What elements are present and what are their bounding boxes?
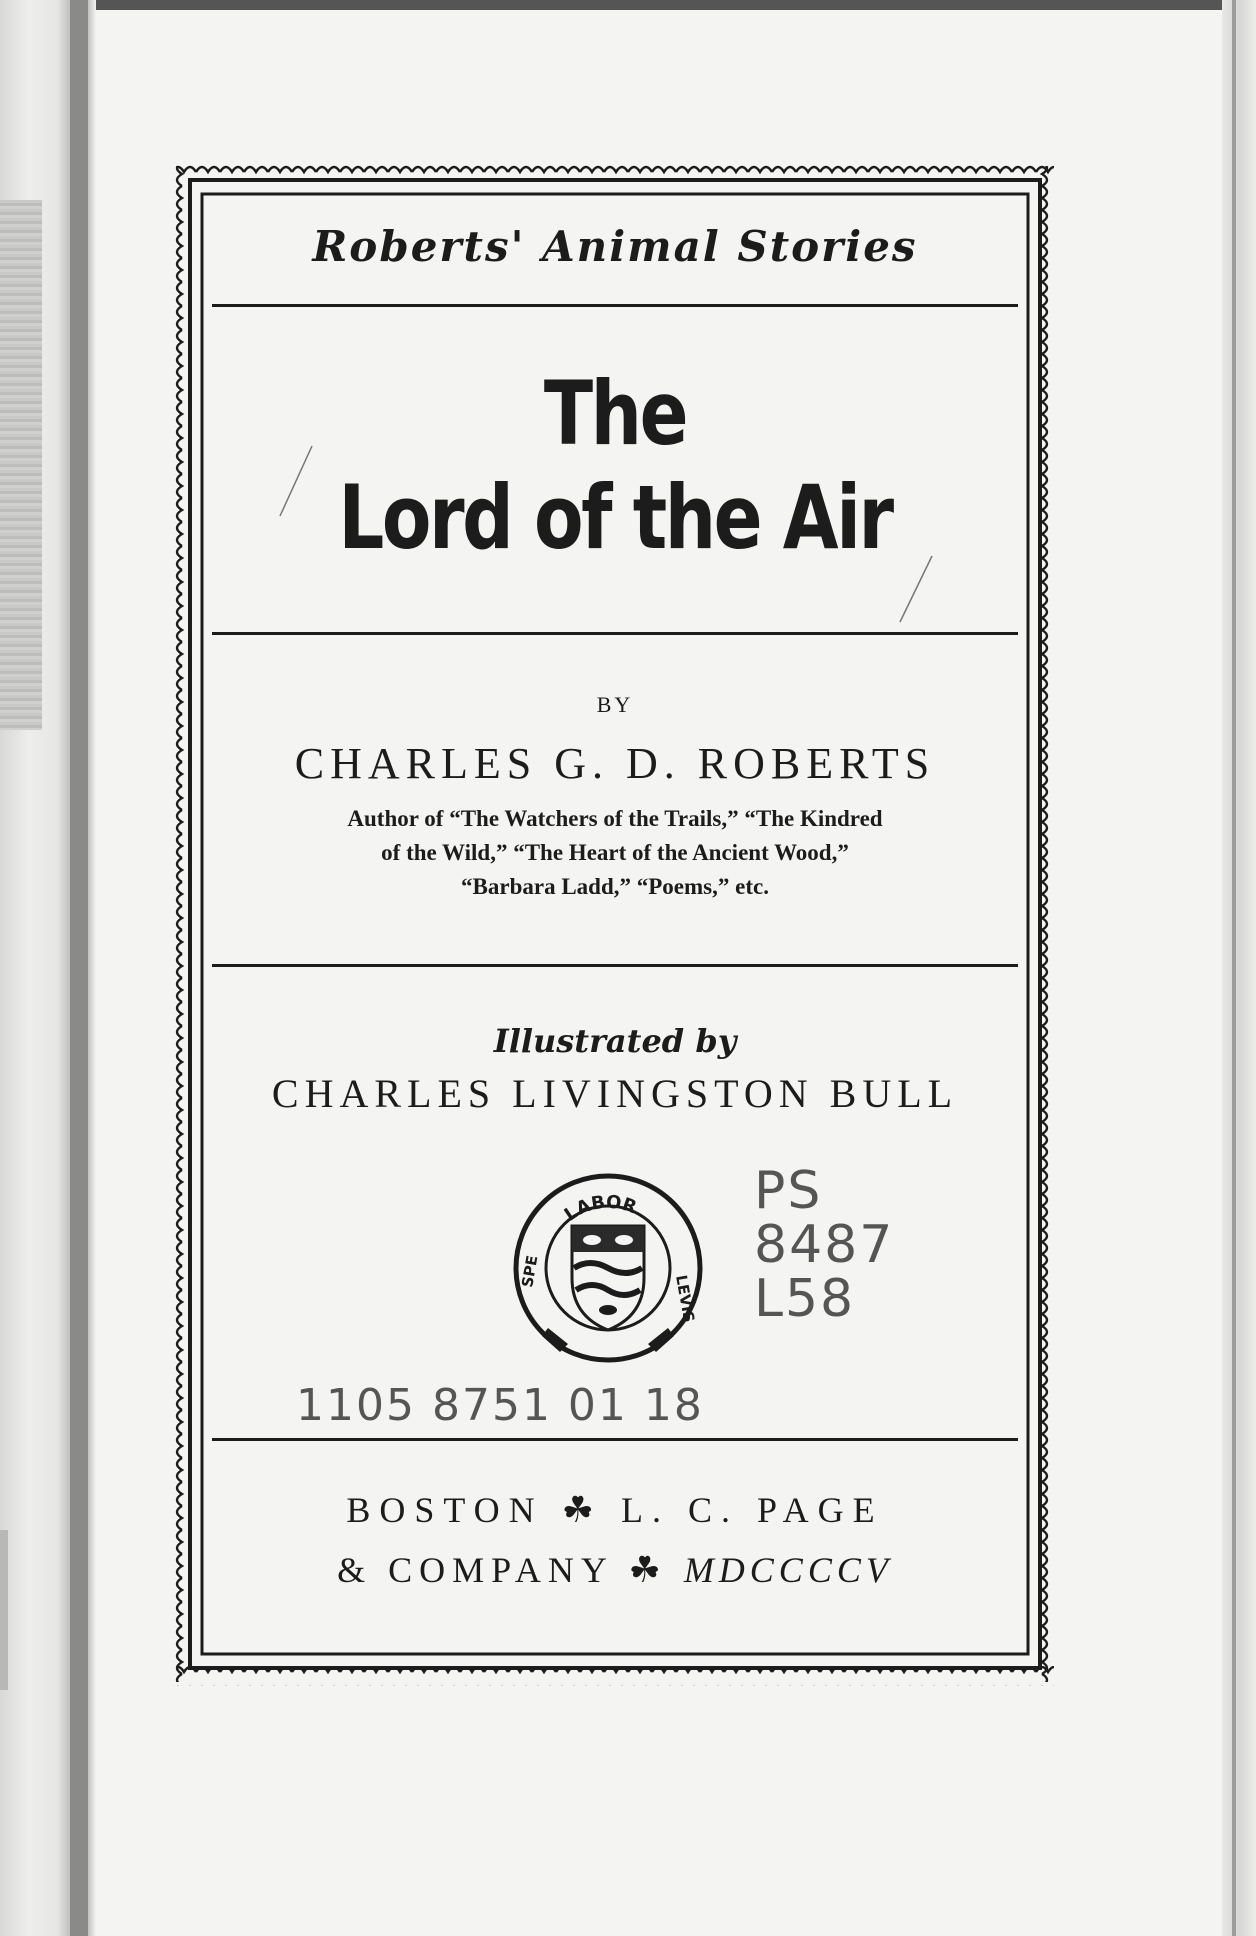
book-spine-edge xyxy=(0,0,96,1936)
author-works-line: “Barbara Ladd,” “Poems,” etc. xyxy=(461,874,769,899)
call-number-line: PS xyxy=(754,1161,823,1221)
publication-year: MDCCCCV xyxy=(683,1550,893,1590)
divider-rule-3 xyxy=(212,964,1018,967)
publisher-seal-emblem xyxy=(508,1168,708,1368)
pencil-mark-left xyxy=(272,442,322,522)
title-line-2: Lord of the Air xyxy=(338,466,892,569)
illustrated-by-label: Illustrated by xyxy=(493,1022,737,1060)
divider-rule-4 xyxy=(212,1438,1018,1441)
page-top-edge xyxy=(0,0,1256,10)
seal-motto-top: LABOR xyxy=(560,1191,640,1226)
author-works-line: of the Wild,” “The Heart of the Ancient Wood,” xyxy=(381,840,849,865)
publisher-company: & COMPANY ☘ xyxy=(337,1550,684,1590)
author-works xyxy=(212,802,1018,904)
spine-texture xyxy=(0,200,42,730)
seal-motto-left: SPE xyxy=(518,1254,542,1289)
seal-motto-right: LEVIS xyxy=(672,1273,699,1324)
divider-rule-2 xyxy=(212,632,1018,635)
series-title: Roberts' Animal Stories xyxy=(312,222,918,271)
publisher-line-2 xyxy=(212,1549,1018,1591)
call-number-line: L58 xyxy=(754,1269,856,1329)
by-label: BY xyxy=(596,692,634,717)
spine-gutter-shadow xyxy=(70,0,88,1936)
spine-texture-lower xyxy=(0,1530,8,1690)
call-number xyxy=(754,1161,895,1329)
title-line-1: The xyxy=(543,362,687,465)
illustrator-name: CHARLES LIVINGSTON BULL xyxy=(271,1071,959,1116)
handwritten-accession-number: 1105 8751 01 18 xyxy=(296,1380,704,1431)
call-number-line: 8487 xyxy=(754,1215,895,1275)
page-edge-line xyxy=(1232,0,1236,1936)
page-right-edge xyxy=(1222,0,1256,1936)
author-name: CHARLES G. D. ROBERTS xyxy=(294,739,936,788)
divider-rule-1 xyxy=(212,304,1018,307)
publisher-line-1: BOSTON ☘ L. C. PAGE xyxy=(346,1490,884,1530)
pencil-mark-right xyxy=(892,552,942,632)
author-works-line: Author of “The Watchers of the Trails,” “The Kindred xyxy=(347,806,883,831)
title-page-frame xyxy=(172,162,1058,1686)
